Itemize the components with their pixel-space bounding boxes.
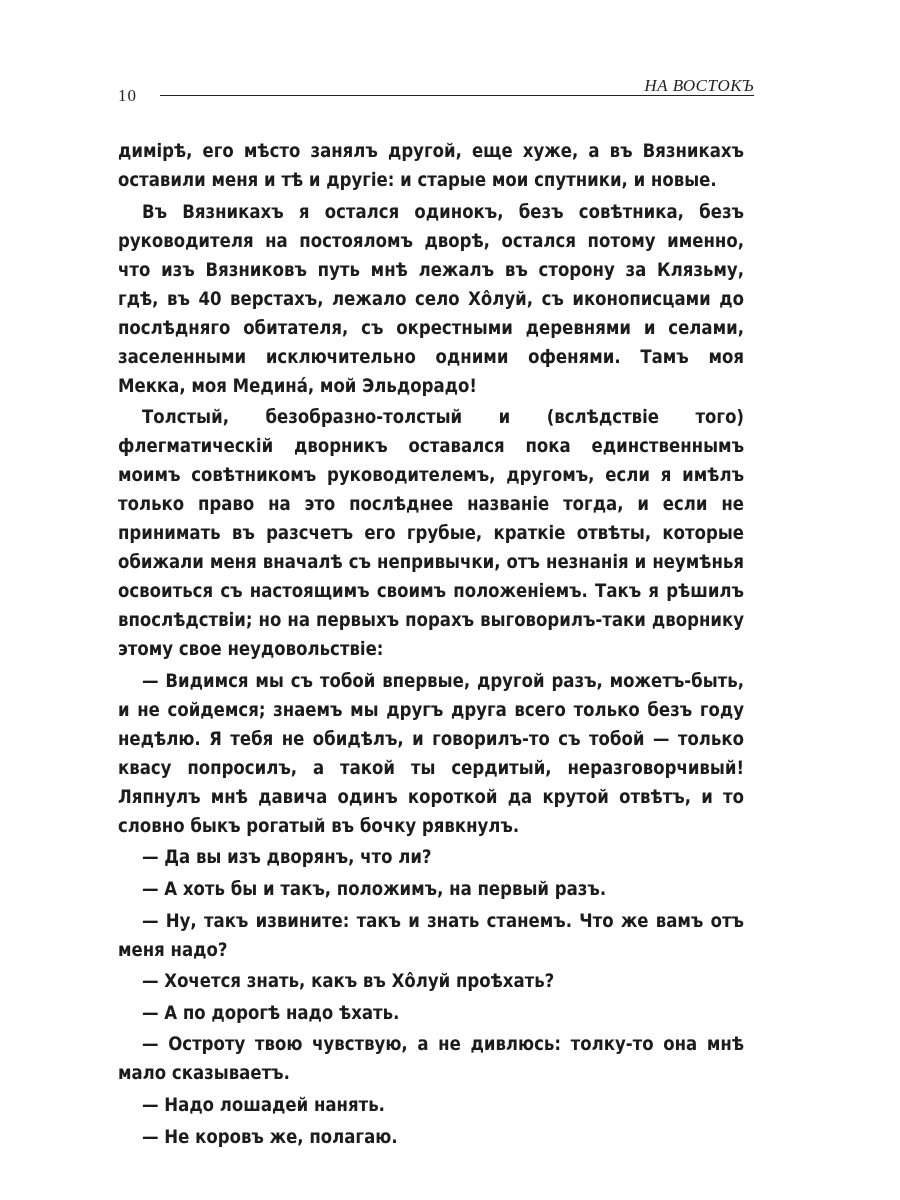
running-title: НА ВОСТОКЪ xyxy=(644,76,754,95)
dialogue-line: — Хочется знать, какъ въ Хо̂луй проѣхать? xyxy=(142,971,555,993)
paragraph-continued: димірѣ, его мѣсто занялъ другой, еще хуже, а въ Вязникахъ оставили меня и тѣ и другіе: и старые мои спутники, и новые. xyxy=(118,141,744,191)
dialogue-line: — Ну, такъ извините: такъ и знать станемъ. Что же вамъ отъ меня надо? xyxy=(118,910,744,961)
dialogue-line: — А хоть бы и такъ, положимъ, на первый разъ. xyxy=(142,878,607,900)
dialogue-line: — Видимся мы съ тобой впервые, другой разъ, можетъ-быть, и не сойдемся; знаемъ мы другъ друга всего только безъ году недѣлю. Я тебя не обидѣлъ, и говорилъ-то съ тобой — только квасу попросилъ, а такой ты сердитый, неразговорчивый! Ляпнулъ мнѣ давича одинъ короткой да крутой отвѣтъ, и то словно быкъ рогатый въ бочку рявкнулъ. xyxy=(118,670,744,837)
paragraph: Въ Вязникахъ я остался одинокъ, безъ совѣтника, безъ руководителя на постояломъ дворѣ, остался потому именно, что изъ Вязниковъ путь мнѣ лежалъ въ сторону за Клязьму, гдѣ, въ 40 верстахъ, лежало село Хо̂луй, съ иконописцами до послѣдняго обитателя, съ окрестными деревнями и селами, заселенными исключительно одними офенями. Тамъ моя Мекка, моя Медина́, мой Эльдорадо! xyxy=(118,201,744,397)
page-header xyxy=(118,76,754,106)
dialogue-line: — Надо лошадей нанять. xyxy=(142,1094,385,1116)
paragraph: Толстый, безобразно-толстый и (вслѣдствіе того) флегматическій дворникъ оставался пока единственнымъ моимъ совѣтникомъ руководителемъ, другомъ, если я имѣлъ только право на это послѣднее названіе тогда, и если не принимать въ разсчетъ его грубые, краткіе отвѣты, которые обижали меня вначалѣ съ непривычки, отъ незнанія и неумѣнья освоиться съ настоящимъ своимъ положеніемъ. Такъ я рѣшилъ впослѣдствіи; но на первыхъ порахъ выговорилъ-таки дворнику этому свое неудовольствіе: xyxy=(118,407,744,661)
dialogue-line: — Остроту твою чувствую, а не дивлюсь: толку-то она мнѣ мало сказываетъ. xyxy=(118,1034,744,1085)
page-number: 10 xyxy=(118,86,137,105)
dialogue-line: — Да вы изъ дворянъ, что ли? xyxy=(142,847,432,869)
dialogue-line: — Не коровъ же, полагаю. xyxy=(142,1126,398,1148)
dialogue-line: — А по дорогѣ надо ѣхать. xyxy=(142,1002,400,1024)
body-text xyxy=(118,137,744,1154)
